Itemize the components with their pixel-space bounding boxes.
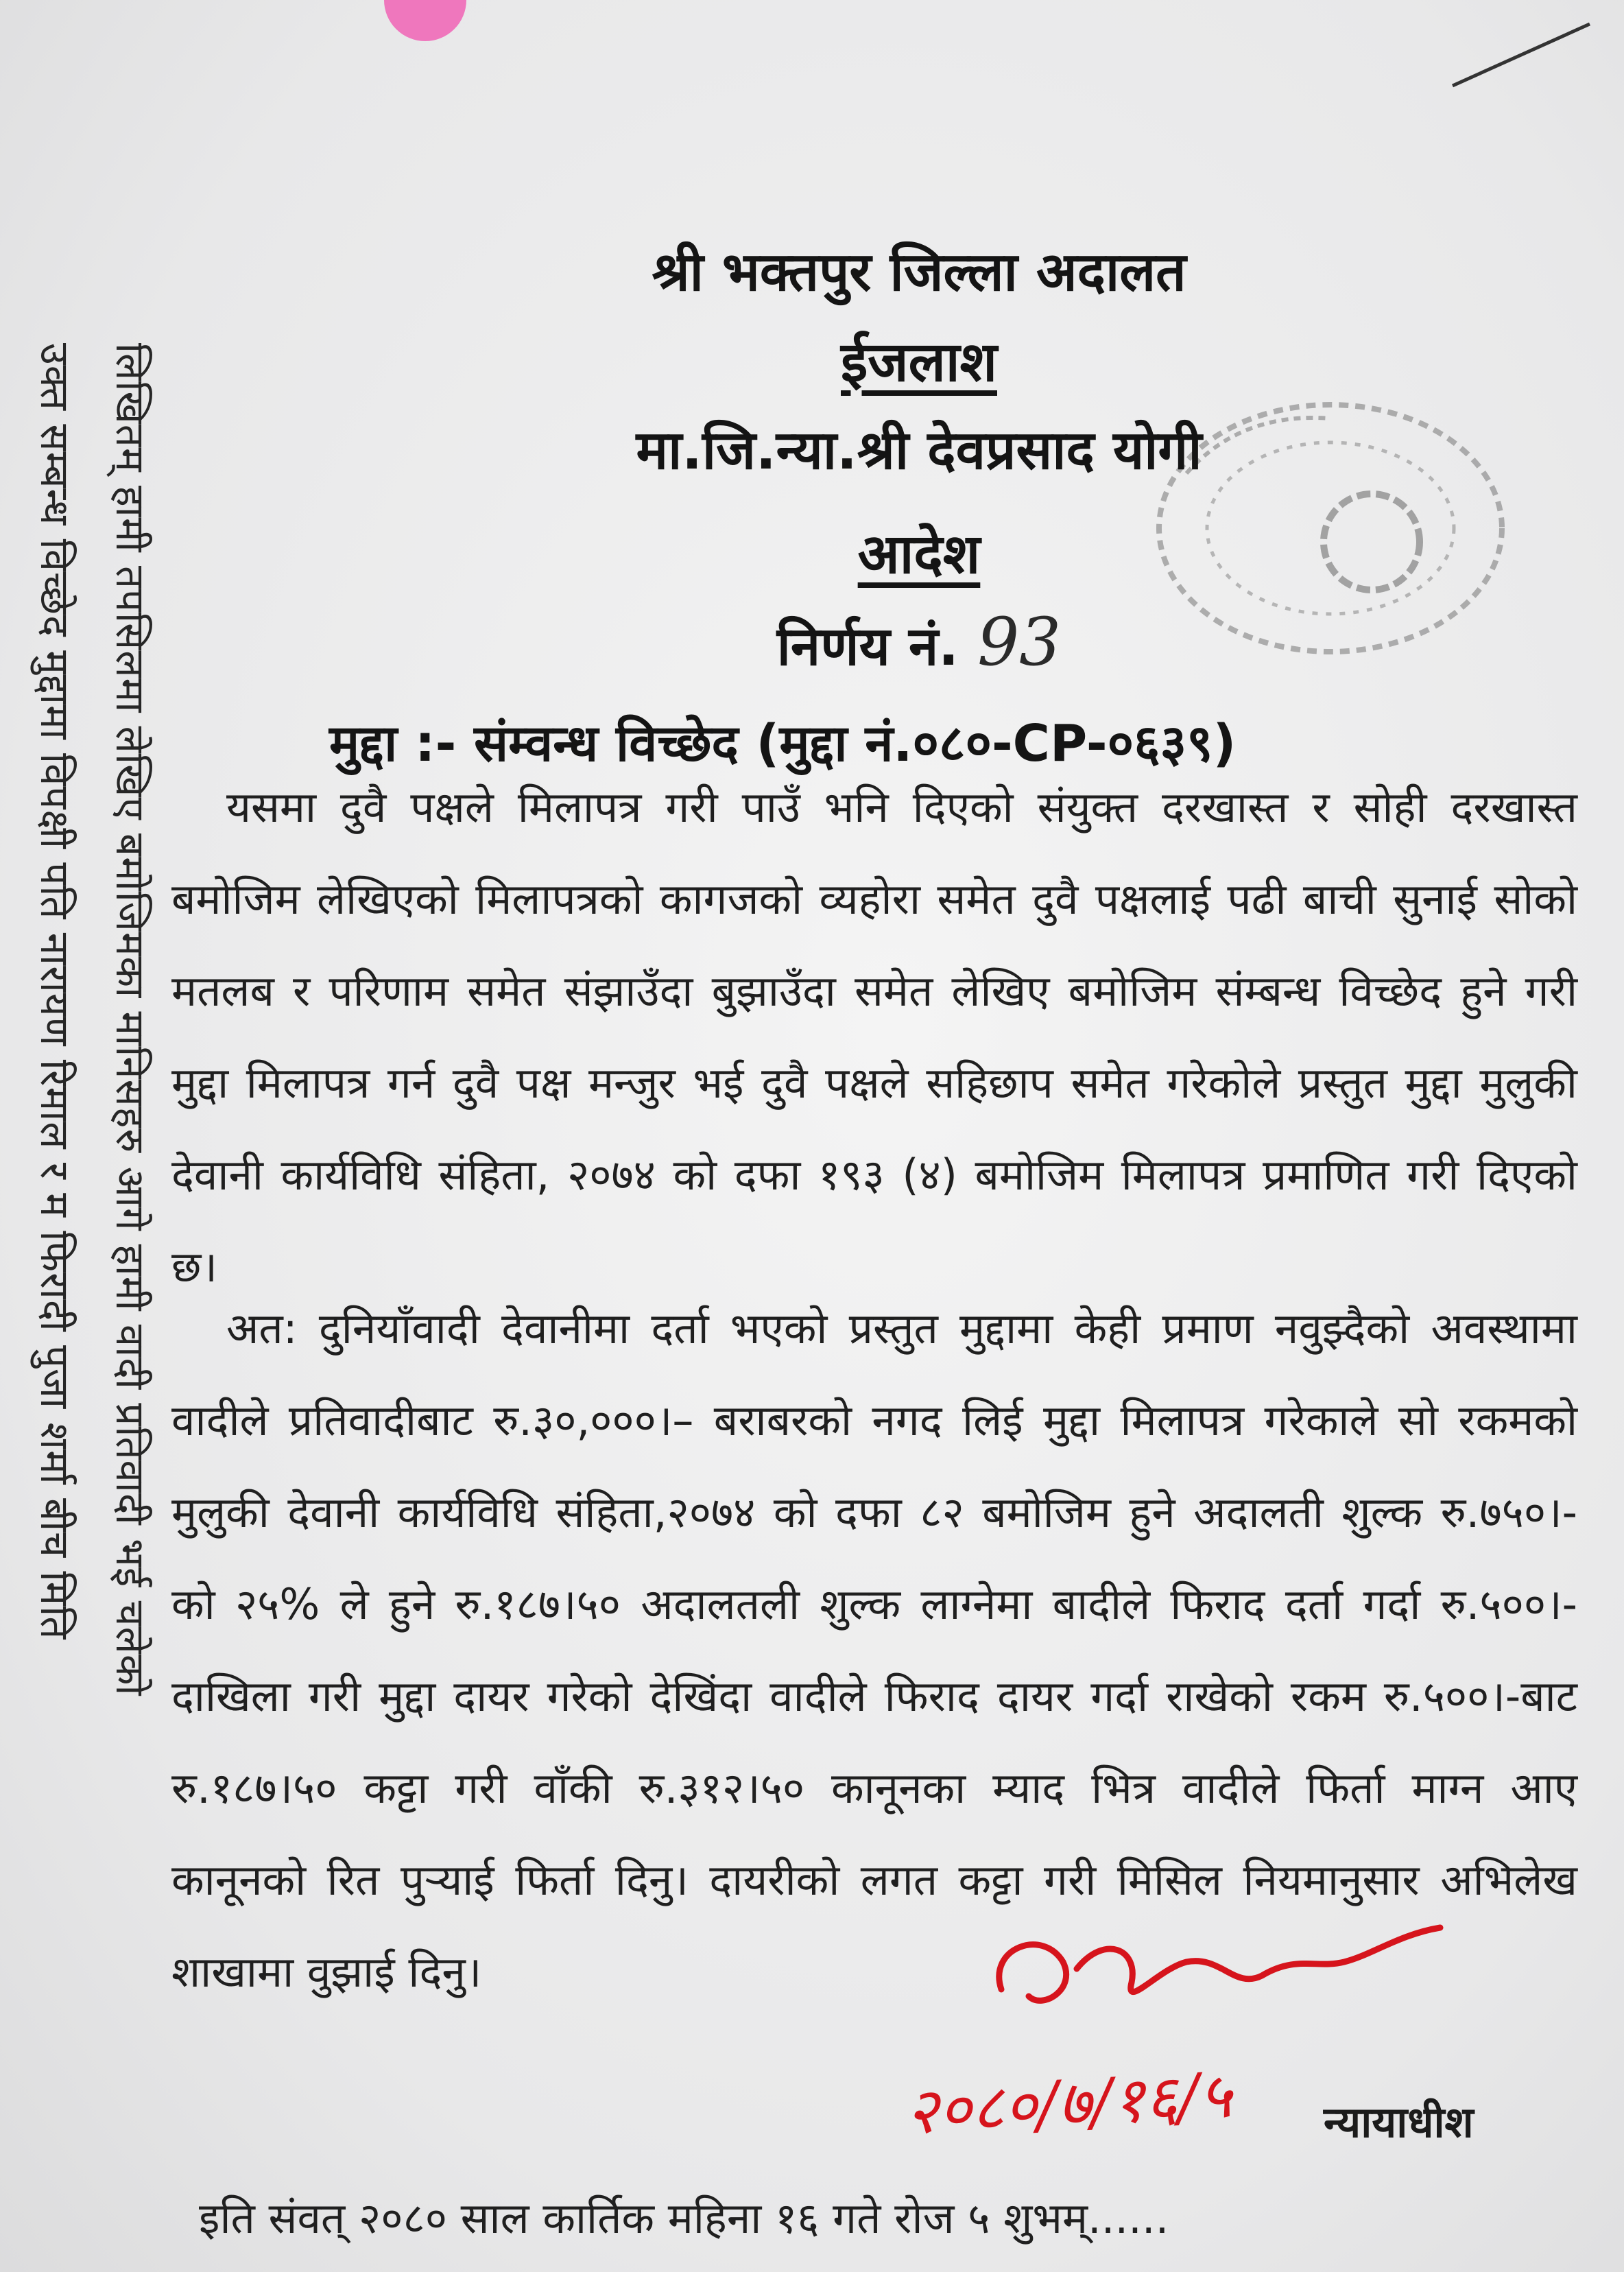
judge-signature xyxy=(960,1907,1481,2044)
decision-line xyxy=(206,604,1624,681)
pen-stroke-mark xyxy=(1446,14,1597,96)
court-name: श्री भक्तपुर जिल्ला अदालत xyxy=(652,241,1186,303)
decision-label: निर्णय नं. xyxy=(776,616,959,678)
pink-ink-mark xyxy=(384,0,466,41)
judge-title: न्यायाधीश xyxy=(1324,2097,1474,2147)
case-title: मुद्दा :- संम्वन्ध विच्छेद (मुद्दा नं.०८०-CP-०६३९) xyxy=(329,714,1237,773)
closing-line: इति संवत् २०८० साल कार्तिक महिना १६ गते रोज ५ शुभम्...... xyxy=(199,2193,1169,2243)
order-paragraph-2: अत: दुनियाँवादी देवानीमा दर्ता भएको प्रस्तुत मुद्दामा केही प्रमाण नवुझ्दैको अवस्थामा वादीले प्रतिवादीबाट रु.३०,०००।– बराबरको नगद लिई मुद्दा मिलापत्र गरेकाले सो रकमको मुलुकी देवानी कार्यविधि संहिता,२०७४ को दफा ८२ बमोजिम हुने अदालती शुल्क रु.७५०।- को २५% ले हुने रु.१८७।५० अदालतली शुल्क लाग्नेमा बादीले फिराद दर्ता गर्दा रु.५००।- दाखिला गरी मुद्दा दायर गरेको देखिंदा वादीले फिराद दायर गर्दा राखेको रकम रु.५००।-बाट रु.१८७।५० कट्टा गरी वाँकी रु.३१२।५० कानूनका म्याद भित्र वादीले फिर्ता माग्न आए कानूनको रित पुऱ्याई फिर्ता दिनु। दायरीको लगत कट्टा गरी मिसिल नियमानुसार अभिलेख शाखामा वुझाई दिनु। xyxy=(171,1303,1577,1997)
order-paragraph-1: यसमा दुवै पक्षले मिलापत्र गरी पाउँ भनि दिएको संयुक्त दरखास्त र सोही दरखास्त बमोजिम लेखिएको मिलापत्रको कागजको व्यहोरा समेत दुवै पक्षलाई पढी बाची सुनाई सोको मतलब र परिणाम समेत संझाउँदा बुझाउँदा समेत लेखिए बमोजिम संम्बन्ध विच्छेद हुने गरी मुद्दा मिलापत्र गर्न दुवै पक्ष मन्जुर भई दुवै पक्षले सहिछाप समेत गरेकोले प्रस्तुत मुद्दा मुलुकी देवानी कार्यविधि संहिता, २०७४ को दफा १९३ (४) बमोजिम मिलापत्र प्रमाणित गरी दिएको छ। xyxy=(171,782,1577,1292)
margin-note-line-2: उक्त सम्बन्ध विच्छेद मुद्दामा विपक्षी पति नारायण रिमाल र म फिरादी पुजा शर्मा बीच मिति xyxy=(32,343,78,1640)
order-title: आदेश xyxy=(857,522,981,586)
margin-note-line-1: लिखितम् हामी तपसिलमा लेखिए बमोजिमका मानिसहरु आगे हामी वादी प्रतिवादी भई चलेको xyxy=(107,343,154,1696)
bench-heading: ईजलाश xyxy=(841,330,997,394)
decision-number: 93 xyxy=(977,604,1062,681)
signature-date: २०८०/७/१६/५ xyxy=(903,2058,1234,2149)
judge-name: मा.जि.न्या.श्री देवप्रसाद योगी xyxy=(636,420,1202,482)
margin-note xyxy=(27,343,154,2250)
